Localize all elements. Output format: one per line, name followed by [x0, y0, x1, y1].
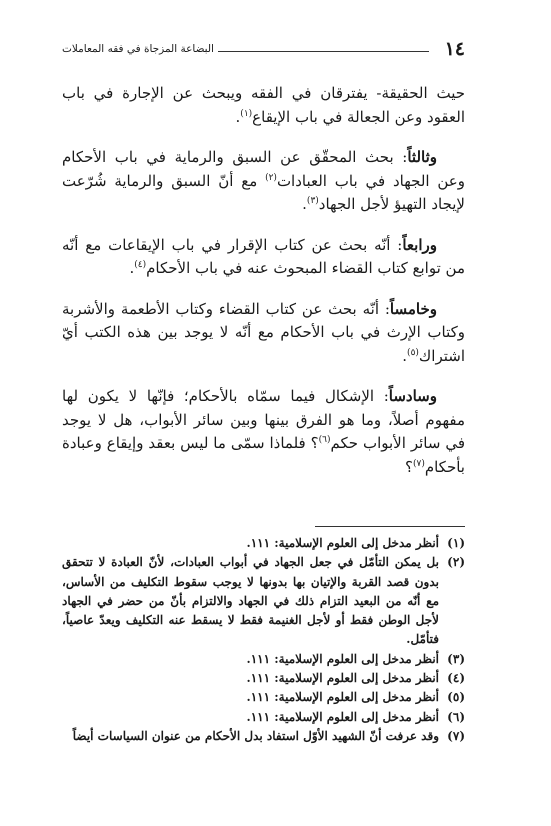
running-title: البضاعة المزجاة في فقه المعاملات — [62, 43, 214, 55]
footnote-text: وقد عرفت أنّ الشهيد الأوّل استفاد بدل الأحكام من عنوان السياسات أيضاً — [72, 728, 439, 743]
page-number: ١٤ — [444, 38, 465, 60]
footnote-ref: (٥) — [407, 347, 419, 358]
footnote-ref: (٧) — [412, 458, 425, 469]
paragraph-tail: مع أنّ السبق والرماية شُرّعت لإيجاد التهيؤ لأجل الجهاد — [62, 171, 465, 213]
paragraph-tail: . — [402, 346, 408, 365]
paragraph-2 — [62, 146, 465, 217]
page-header — [62, 38, 465, 60]
paragraph-lead: وسادساً — [388, 387, 437, 405]
footnote-number: (٥) — [447, 690, 465, 705]
footnote-text: بل يمكن التأمّل في جعل الجهاد في أبواب العبادات، لأنّ العبادة لا تتحقق بدون قصد القربة والإتيان بها بدونها لا يوجب سقوط التكليف من الأساس، مع أنّه من البعيد التزام ذلك في الجهاد والالتزام بأنّ من حضر في الجهاد لأجل الوطن فقط أو لأجل الغنيمة فقط لا يسقط عنه التكليف ويعدّ عاصياً، فتأمّل. — [62, 555, 439, 647]
footnote-separator — [315, 526, 465, 527]
paragraph-tail: ؟ فلماذا سمّى ما ليس بعقد وإيقاع وعبادة بأحكام — [62, 434, 465, 476]
paragraph-tail: . — [302, 195, 307, 213]
footnote-text: أنظر مدخل إلى العلوم الإسلامية: ١١١. — [246, 651, 439, 666]
paragraph-4 — [62, 298, 465, 369]
paragraph-lead: وثالثاً — [407, 148, 437, 166]
paragraph-5 — [62, 385, 465, 479]
footnote — [62, 669, 465, 688]
paragraph-text: حيث الحقيقة- يفترقان في الفقه ويبحث عن الإجارة في باب العقود وعن الجعالة في باب الإيقاع — [62, 84, 465, 126]
main-text — [62, 82, 465, 496]
paragraph-1 — [62, 82, 465, 129]
footnote-ref: (٤) — [134, 260, 147, 270]
footnote-ref: (١) — [240, 108, 253, 119]
footnote — [62, 708, 465, 727]
footnote-number: (٦) — [447, 709, 465, 724]
paragraph-text: : بحث المحقّق عن السبق والرماية في باب الأحكام وعن الجهاد في باب العبادات — [62, 148, 465, 190]
paragraph-3 — [62, 234, 465, 281]
footnote-number: (٧) — [447, 728, 465, 743]
footnotes — [62, 534, 465, 746]
paragraph-text: : أنّه بحث عن كتاب القضاء وكتاب الأطعمة والأشربة وكتاب الإرث في باب الأحكام مع أنّه لا يوجد بين هذه الكتب أيّ اشتراك — [62, 299, 465, 365]
footnote-number: (١) — [447, 536, 465, 550]
footnote-text: أنظر مدخل إلى العلوم الإسلامية: ١١١. — [246, 690, 439, 705]
footnote-number: (٤) — [447, 671, 465, 686]
footnote-text: أنظر مدخل إلى العلوم الإسلامية: ١١١. — [246, 536, 439, 550]
footnote-ref: (٢) — [265, 172, 277, 183]
footnote — [62, 534, 465, 553]
footnote — [62, 553, 465, 649]
footnote-text: أنظر مدخل إلى العلوم الإسلامية: ١١١. — [246, 671, 439, 686]
header-rule — [218, 51, 429, 52]
paragraph-lead: ورابعاً — [402, 235, 437, 254]
paragraph-text: : الإشكال فيما سمّاه بالأحكام؛ فإنّها لا يكون لها مفهوم أصلاً، وما هو الفرق بينها وبين سائر الأبواب، هل لا يوجد في سائر الأبواب حكم — [62, 387, 466, 452]
footnote-ref: (٦) — [318, 435, 331, 445]
footnote-ref: (٣) — [306, 196, 319, 206]
paragraph-tail: . — [235, 107, 241, 126]
footnote-number: (٢) — [447, 555, 465, 570]
footnote-text: أنظر مدخل إلى العلوم الإسلامية: ١١١. — [246, 709, 439, 724]
footnote — [62, 688, 465, 707]
footnote — [62, 650, 465, 669]
paragraph-lead: وخامساً — [389, 299, 437, 318]
paragraph-text: : أنّه بحث عن كتاب الإقرار في باب الإيقاعات مع أنّه من توابع كتاب القضاء المبحوث عنه في باب الأحكام — [62, 235, 465, 277]
footnote — [62, 727, 465, 746]
paragraph-tail: ؟ — [404, 457, 413, 476]
footnote-number: (٣) — [447, 651, 465, 666]
paragraph-tail: . — [129, 259, 135, 277]
